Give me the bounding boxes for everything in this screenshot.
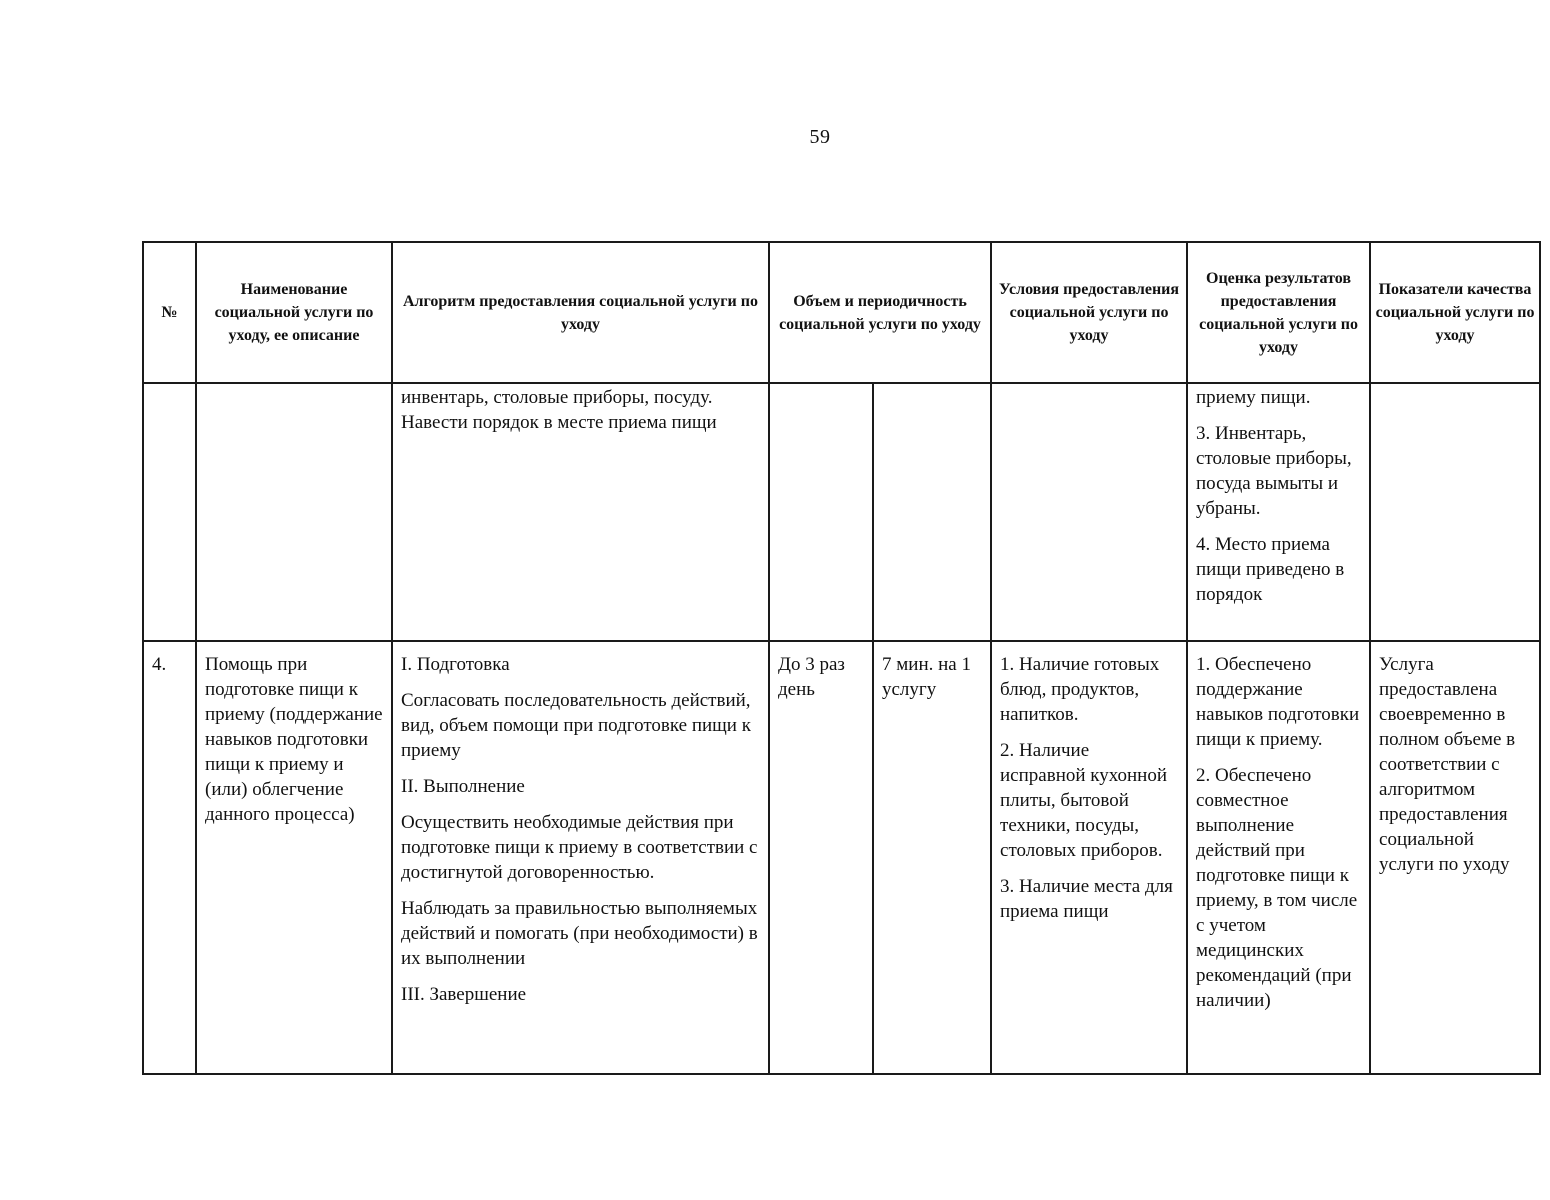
- algorithm-step: Наблюдать за правильностью выполняемых действий и помогать (при необходимости) в их выполнении: [401, 898, 758, 969]
- condition-item: 1. Наличие готовых блюд, продуктов, напитков.: [1000, 654, 1160, 725]
- header-algorithm: Алгоритм предоставления социальной услуги по уходу: [392, 242, 769, 383]
- cell-volume: 7 мин. на 1 услугу: [873, 641, 991, 1074]
- cell-algorithm: [392, 383, 769, 641]
- algorithm-step: I. Подготовка: [401, 654, 510, 675]
- evaluation-item: приему пищи.: [1196, 387, 1311, 408]
- cell-service-name: [196, 383, 392, 641]
- header-conditions: Условия предоставления социальной услуги по уходу: [991, 242, 1187, 383]
- header-number: №: [143, 242, 196, 383]
- cell-volume: [873, 383, 991, 641]
- evaluation-item: 3. Инвентарь, столовые приборы, посуда вымыты и убраны.: [1196, 423, 1352, 519]
- algorithm-step: III. Завершение: [401, 984, 527, 1005]
- cell-evaluation: [1187, 383, 1370, 641]
- cell-conditions: [991, 383, 1187, 641]
- page-number: 59: [809, 126, 831, 148]
- evaluation-item: 4. Место приема пищи приведено в порядок: [1196, 534, 1345, 605]
- table-row: [143, 383, 1540, 641]
- cell-conditions: [991, 641, 1187, 1074]
- cell-number: [143, 383, 196, 641]
- evaluation-item: 2. Обеспечено совместное выполнение действий при подготовке пищи к приему, в том числе с учетом медицинских рекомендаций (при наличии): [1196, 765, 1358, 1011]
- social-services-table: [142, 241, 1541, 1075]
- cell-quality: [1370, 383, 1540, 641]
- algorithm-step: Согласовать последовательность действий, вид, объем помощи при подготовке пищи к приему: [401, 690, 751, 761]
- table-header-row: [143, 242, 1540, 383]
- cell-periodicity: До 3 раз день: [769, 641, 873, 1074]
- header-volume-periodicity: Объем и периодичность социальной услуги по уходу: [769, 242, 991, 383]
- header-quality: Показатели качества социальной услуги по уходу: [1370, 242, 1540, 383]
- cell-periodicity: [769, 383, 873, 641]
- header-service-name: Наименование социальной услуги по уходу, ее описание: [196, 242, 392, 383]
- algorithm-step: инвентарь, столовые приборы, посуду. Навести порядок в месте приема пищи: [401, 387, 717, 433]
- condition-item: 2. Наличие исправной кухонной плиты, бытовой техники, посуды, столовых приборов.: [1000, 740, 1168, 861]
- condition-item: 3. Наличие места для приема пищи: [1000, 876, 1173, 922]
- cell-evaluation: [1187, 641, 1370, 1074]
- table-row: [143, 641, 1540, 1074]
- evaluation-item: 1. Обеспечено поддержание навыков подготовки пищи к приему.: [1196, 654, 1360, 750]
- cell-quality: Услуга предоставлена своевременно в полном объеме в соответствии с алгоритмом предоставления социальной услуги по уходу: [1370, 641, 1540, 1074]
- algorithm-step: II. Выполнение: [401, 776, 525, 797]
- algorithm-step: Осуществить необходимые действия при подготовке пищи к приему в соответствии с достигнутой договоренностью.: [401, 812, 758, 883]
- cell-number: 4.: [143, 641, 196, 1074]
- cell-algorithm: [392, 641, 769, 1074]
- cell-service-name: Помощь при подготовке пищи к приему (поддержание навыков подготовки пищи к приему и (или) облегчение данного процесса): [196, 641, 392, 1074]
- header-evaluation: Оценка результатов предоставления социальной услуги по уходу: [1187, 242, 1370, 383]
